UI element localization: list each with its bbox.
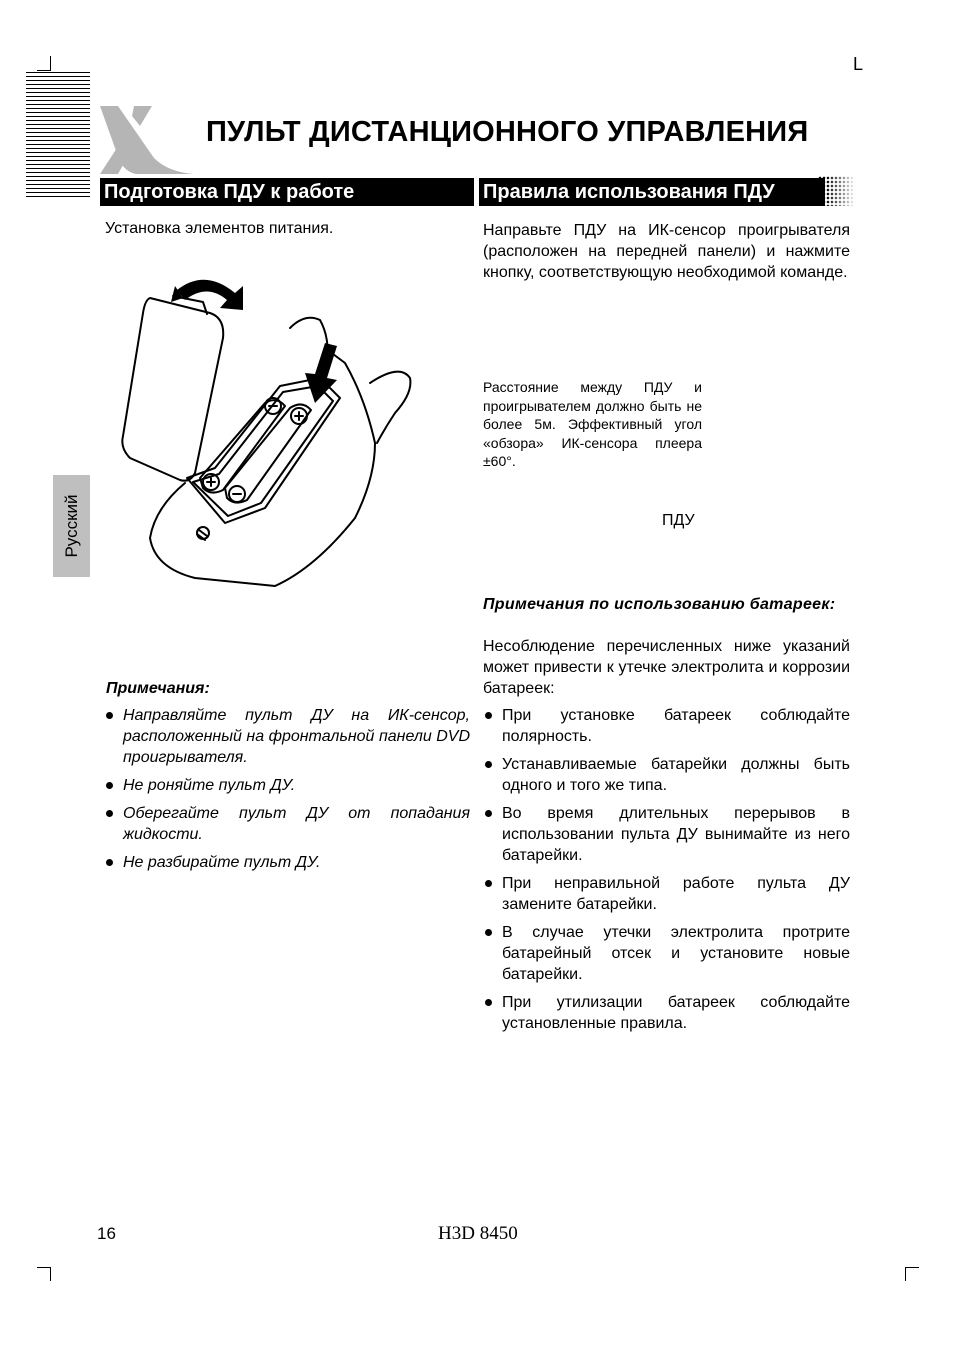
- halftone-decoration: [818, 176, 856, 206]
- list-item: В случае утечки электролита протрите батарейный отсек и установите новые батарейки.: [483, 922, 850, 985]
- list-item: Оберегайте пульт ДУ от попадания жидкости.: [104, 803, 470, 845]
- battery-notes-heading: Примечания по использованию батареек:: [483, 596, 836, 613]
- crop-mark-bottom-left-v: [50, 1267, 51, 1281]
- battery-installation-illustration: [115, 268, 425, 613]
- section-title-usage: Правила использования ПДУ: [479, 178, 825, 206]
- remote-label: ПДУ: [662, 512, 695, 529]
- list-item: Во время длительных перерывов в использовании пульта ДУ вынимайте из него батарейки.: [483, 803, 850, 866]
- battery-notes-list: [483, 705, 850, 1041]
- notes-list: [104, 705, 470, 880]
- language-tab: [53, 475, 90, 577]
- crop-mark-bottom-left-h: [37, 1267, 51, 1268]
- crop-mark-bottom-right-v: [905, 1267, 906, 1281]
- list-item: При неправильной работе пульта ДУ замените батарейки.: [483, 873, 850, 915]
- crop-mark-top-left-v: [50, 56, 51, 70]
- list-item: Направляйте пульт ДУ на ИК-сенсор, расположенный на фронтальной панели DVD проигрывателя.: [104, 705, 470, 768]
- crop-mark-bottom-right-h: [905, 1267, 919, 1268]
- crop-mark-top-left-h: [37, 70, 51, 71]
- page-number: 16: [97, 1224, 116, 1243]
- usage-intro: Направьте ПДУ на ИК-сенсор проигрывателя (расположен на передней панели) и нажмите кнопку, соответствующую необходимой команде.: [483, 222, 850, 281]
- distance-note: Расстояние между ПДУ и проигрывателем должно быть не более 5м. Эффективный угол «обзора» ИК-сенсора плеера ±60°.: [483, 379, 702, 469]
- list-item: Устанавливаемые батарейки должны быть одного и того же типа.: [483, 754, 850, 796]
- model-name: H3D 8450: [438, 1223, 518, 1244]
- list-item: При утилизации батареек соблюдайте установленные правила.: [483, 992, 850, 1034]
- section-title-preparation: Подготовка ПДУ к работе: [100, 178, 474, 206]
- battery-notes-intro: Несоблюдение перечисленных ниже указаний может привести к утечке электролита и коррозии батареек:: [483, 638, 850, 697]
- list-item: Не роняйте пульт ДУ.: [104, 775, 470, 796]
- header-stripes: [26, 72, 90, 200]
- brand-x-logo-icon: [96, 98, 196, 178]
- language-tab-label: Русский: [61, 494, 81, 558]
- corner-letter: L: [853, 54, 864, 74]
- battery-install-label: Установка элементов питания.: [105, 220, 334, 237]
- notes-heading: Примечания:: [106, 680, 210, 697]
- list-item: Не разбирайте пульт ДУ.: [104, 852, 470, 873]
- page-title: ПУЛЬТ ДИСТАНЦИОННОГО УПРАВЛЕНИЯ: [206, 116, 809, 148]
- list-item: При установке батареек соблюдайте полярность.: [483, 705, 850, 747]
